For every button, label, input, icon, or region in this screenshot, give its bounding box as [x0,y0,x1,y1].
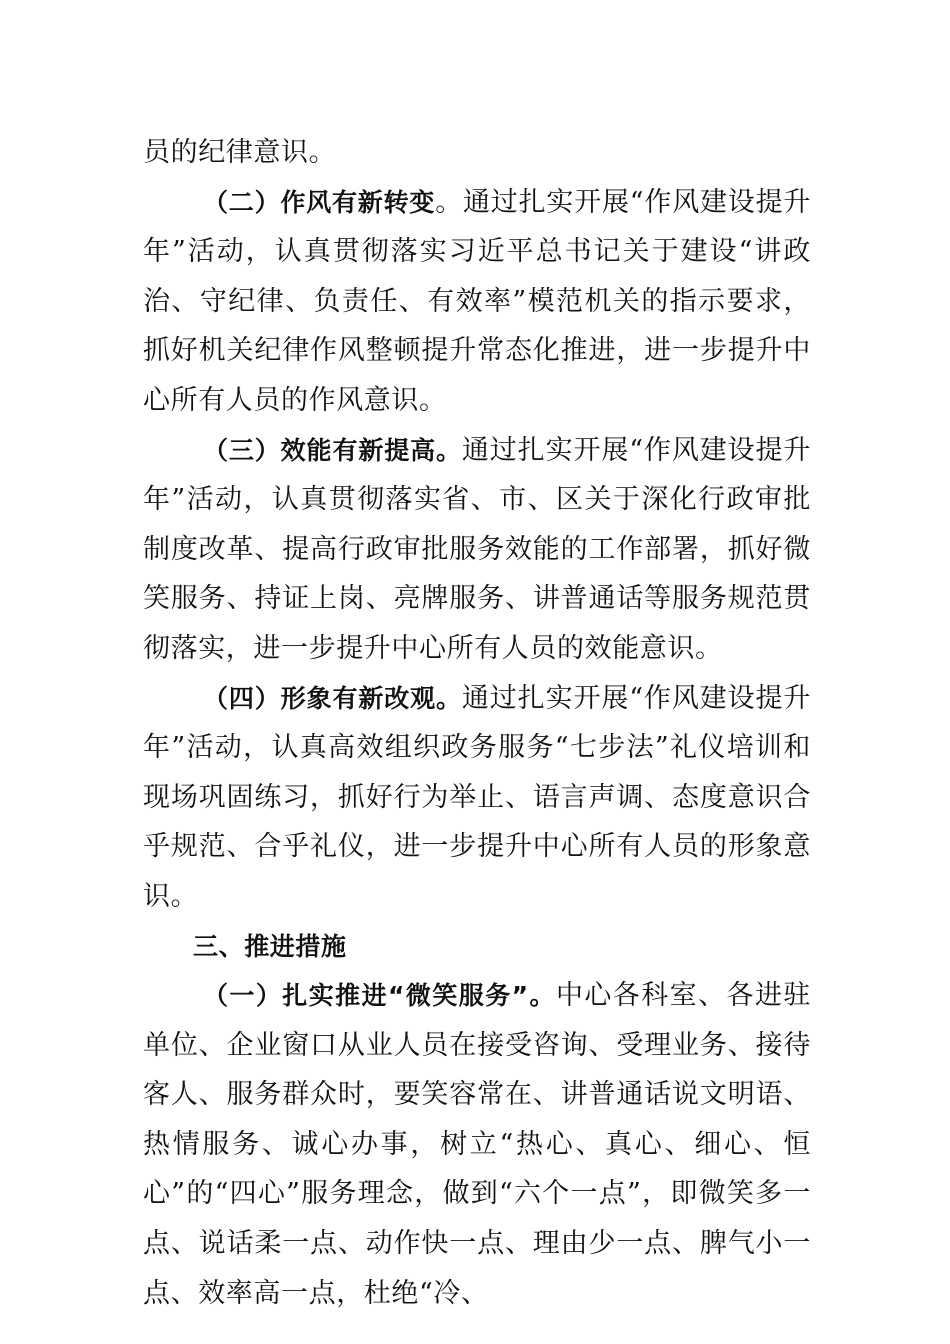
point-4-body: 通过扎实开展“作风建设提升年”活动，认真高效组织政务服务“七步法”礼仪培训和现场巩固练习，抓好行为举止、语言声调、态度意识合乎规范、合乎礼仪，进一步提升中心所有人员的形象意识。 [143,682,811,912]
section-title: 三、推进措施 [193,931,347,961]
intro-tail-paragraph [143,128,811,178]
point-3-body: 通过扎实开展“作风建设提升年”活动，认真贯彻落实省、市、区关于深化行政审批制度改革、提高行政审批服务效能的工作部署，抓好微笑服务、持证上岗、亮牌服务、讲普通话等服务规范贯彻落实，进一步提升中心所有人员的效能意识。 [143,434,811,664]
measure-1-heading: （一）扎实推进“微笑服务”。 [203,981,556,1011]
point-3-paragraph [143,426,811,674]
point-4-heading: （四）形象有新改观。 [203,683,462,713]
point-3-heading: （三）效能有新提高。 [203,435,462,465]
document-body [143,128,811,1318]
point-4-paragraph [143,674,811,922]
intro-tail-text: 员的纪律意识。 [143,137,337,168]
measure-1-body: 中心各科室、各进驻单位、企业窗口从业人员在接受咨询、受理业务、接待客人、服务群众时，要笑容常在、讲普通话说文明语、热情服务、诚心办事，树立“热心、真心、细心、恒心”的“四心”服务理念，做到“六个一点”，即微笑多一点、说话柔一点、动作快一点、理由少一点、脾气小一点、效率高一点，杜绝“冷、 [143,980,812,1309]
point-2-heading: （二）作风有新转变 [203,187,436,217]
point-2-body: 。通过扎实开展“作风建设提升年”活动，认真贯彻落实习近平总书记关于建设“讲政治、守纪律、负责任、有效率”模范机关的指示要求，抓好机关纪律作风整顿提升常态化推进，进一步提升中心所有人员的作风意识。 [143,186,812,416]
point-2-paragraph [143,178,811,426]
measure-1-paragraph [143,971,811,1318]
